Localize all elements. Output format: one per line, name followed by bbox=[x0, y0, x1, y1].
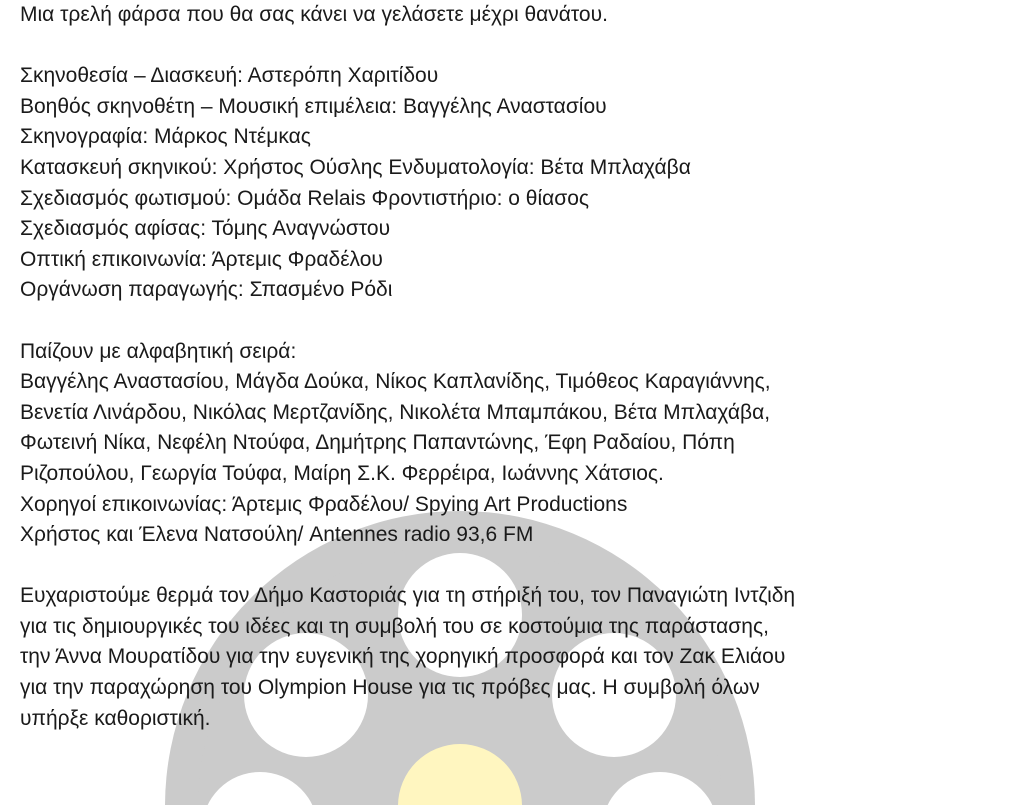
credit-line: Σκηνοθεσία – Διασκευή: Αστερόπη Χαριτίδου bbox=[20, 64, 439, 88]
credit-line: Κατασκευή σκηνικού: Χρήστος Ούσλης Ενδυματολογία: Βέτα Μπλαχάβα bbox=[20, 155, 691, 179]
cast-line: Βενετία Λινάρδου, Νικόλας Μερτζανίδης, Νικολέτα Μπαμπάκου, Βέτα Μπλαχάβα, bbox=[20, 400, 771, 424]
sponsor-line: Χρήστος και Έλενα Νατσούλη/ Antennes radio 93,6 FM bbox=[20, 523, 534, 547]
thanks-line: την Άννα Μουρατίδου για την ευγενική της χορηγική προσφορά και τον Ζακ Ελιάου bbox=[20, 645, 786, 669]
cast-line: Βαγγέλης Αναστασίου, Μάγδα Δούκα, Νίκος Καπλανίδης, Τιμόθεος Καραγιάννης, bbox=[20, 370, 771, 394]
credit-line: Σχεδιασμός φωτισμού: Ομάδα Relais Φροντιστήριο: ο θίασος bbox=[20, 186, 590, 210]
cast-line: Ριζοπούλου, Γεωργία Τούφα, Μαίρη Σ.Κ. Φερρέιρα, Ιωάννης Χάτσιος. bbox=[20, 461, 664, 485]
cast-heading: Παίζουν με αλφαβητική σειρά: bbox=[20, 339, 297, 363]
sponsor-line: Χορηγοί επικοινωνίας: Άρτεμις Φραδέλου/ Spying Art Productions bbox=[20, 492, 628, 516]
credit-line: Οπτική επικοινωνία: Άρτεμις Φραδέλου bbox=[20, 247, 383, 271]
thanks-line: για την παραχώρηση του Olympion House για τις πρόβες μας. Η συμβολή όλων bbox=[20, 676, 760, 700]
thanks-line: Ευχαριστούμε θερμά τον Δήμο Καστοριάς για τη στήριξή του, τον Παναγιώτη Ιντζιδη bbox=[20, 584, 796, 608]
thanks-line: υπήρξε καθοριστική. bbox=[20, 706, 211, 730]
thanks-line: για τις δημιουργικές του ιδέες και τη συμβολή του σε κοστούμια της παράστασης, bbox=[20, 614, 769, 638]
credit-line: Οργάνωση παραγωγής: Σπασμένο Ρόδι bbox=[20, 278, 393, 302]
credit-line: Βοηθός σκηνοθέτη – Μουσική επιμέλεια: Βαγγέλης Αναστασίου bbox=[20, 94, 607, 118]
document-text bbox=[20, 0, 1010, 734]
credit-line: Σκηνογραφία: Μάρκος Ντέμκας bbox=[20, 125, 311, 149]
intro-line: Μια τρελή φάρσα που θα σας κάνει να γελάσετε μέχρι θανάτου. bbox=[20, 3, 608, 26]
credit-line: Σχεδιασμός αφίσας: Τόμης Αναγνώστου bbox=[20, 217, 391, 241]
cast-line: Φωτεινή Νίκα, Νεφέλη Ντούφα, Δημήτρης Παπαντώνης, Έφη Ραδαίου, Πόπη bbox=[20, 431, 735, 455]
